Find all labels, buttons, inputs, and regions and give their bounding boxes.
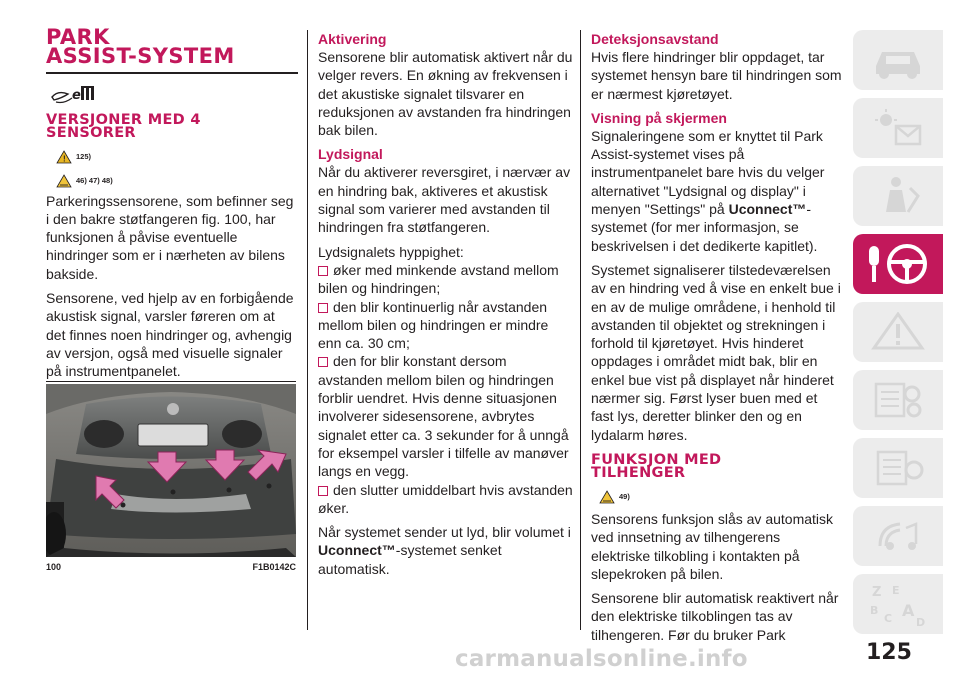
detection-text: Hvis flere hindringer blir oppdaget, tar systemet hensyn bare til hindringen som er nærmest kjøretøyet. <box>591 49 842 102</box>
checkbox-bullet-icon <box>318 357 328 367</box>
volume-note: Når systemet sender ut lyd, blir volumet i Uconnect™-systemet senket automatisk. <box>318 524 571 577</box>
warning-reference: 46) 47) 48) <box>56 174 298 188</box>
caution-triangle-icon <box>56 174 72 188</box>
screen-signals-heading: Visning på skjermen <box>591 109 727 126</box>
svg-text:C: C <box>884 612 893 625</box>
seat-safety-icon <box>870 176 926 216</box>
car-dashboard-icon <box>870 40 926 80</box>
svg-text:!: ! <box>63 154 66 163</box>
detection-heading: Deteksjonsavstand <box>591 31 719 47</box>
warning-reference: 49) <box>599 490 843 504</box>
figure-rule <box>46 381 296 382</box>
watermark: carmanualsonline.info <box>455 646 748 672</box>
list-item: den blir kontinuerlig når avstanden mellom bilen og hindringen er mindre enn ca. 30 cm; <box>318 298 549 352</box>
tab-technical-data[interactable] <box>853 438 943 498</box>
warning-reference: ! 125) <box>56 150 298 164</box>
technical-data-icon <box>870 448 926 488</box>
rear-bumper-figure <box>46 384 296 557</box>
versions-heading: VERSJONER MED 4 SENSORER <box>46 111 201 141</box>
screen-signals-text: Signaleringene som er knyttet til Park Assist-systemet vises på instrumentpanelet bare hvis du velger alternativet "Lydsignal og display" i menyen "Settings" på Uconnect™-systemet (for mer informasjon, se beskrivelsen i det dedikerte kapitlet). <box>591 127 825 254</box>
column-middle <box>318 30 574 584</box>
steering-key-icon <box>863 242 933 286</box>
trailer-heading: FUNKSJON MED TILHENGER <box>591 451 722 481</box>
svg-text:e: e <box>72 87 81 103</box>
svg-text:D: D <box>916 616 926 626</box>
figure-number: 100 <box>46 562 62 572</box>
maintenance-icon <box>870 380 926 420</box>
tab-maintenance[interactable] <box>853 370 943 430</box>
screen-signals-text: Systemet signaliserer tilstedeværelsen av en hindring ved å vise en enkelt bue i en av de mulige områdene, i henhold til avstanden til objektet og strekningen i forhold til kjøretøyet. Hvis hinderet oppdages i området midt bak, blir en enkel bue vist på displayet når hinderet nærmer sig. Først lyser buen med et fast lys, deretter blinker den og en lydalarm høres. <box>591 261 841 443</box>
multimedia-icon <box>870 516 926 556</box>
column-right <box>591 30 843 650</box>
tab-index[interactable] <box>853 574 943 634</box>
title-underline <box>46 72 298 74</box>
sound-signal-text: Når du aktiverer reversgiret, i nærvær av en hindring bak, aktiveres et akustisk signal som varierer med avstanden til hindringen fra støtfangeren. <box>318 164 571 236</box>
frequency-label: Lydsignalets hyppighet: <box>318 243 464 260</box>
intro-paragraph: Parkeringssensorene, som befinner seg i den bakre støtfangeren fig. 100, har funksjonen å påvise eventuelle hindringer som er i nærheten av bilens bakside. <box>46 192 294 282</box>
trailer-text: Sensorene blir automatisk reaktivert når den elektriske tilkoblingen tas av tilhengeren. Før du bruker Park <box>591 590 839 643</box>
intro-paragraph: Sensorene, ved hjelp av en forbigående akustisk signal, varsler føreren om at det finnes noen hindringer og, avhengig av versjon, også med visuelle signaler på instrumentpanelet. <box>46 289 294 380</box>
trailer-text: Sensorens funksjon slås av automatisk ved innsetning av tilhengerens elektriske tilkobling i kontakten på slepekroken på bilen. <box>591 510 834 582</box>
caution-triangle-icon <box>599 490 615 504</box>
page-number: 125 <box>866 640 912 665</box>
tab-emergency[interactable] <box>853 302 943 362</box>
svg-text:B: B <box>870 604 879 617</box>
tab-dashboard[interactable] <box>853 30 943 90</box>
activation-heading: Aktivering <box>318 31 387 47</box>
road-warning-icon <box>870 312 926 352</box>
checkbox-bullet-icon <box>318 486 328 496</box>
tab-warning-lights[interactable] <box>853 98 943 158</box>
chapter-tabs <box>853 30 943 642</box>
list-item: den slutter umiddelbart hvis avstanden øker. <box>318 481 573 516</box>
section-title: PARK ASSIST-SYSTEM <box>46 25 235 68</box>
eco-logo-icon <box>50 82 298 106</box>
sound-signal-heading: Lydsignal <box>318 146 383 163</box>
checkbox-bullet-icon <box>318 266 328 276</box>
warning-lights-icon <box>870 108 926 148</box>
column-divider <box>580 30 581 630</box>
tab-safety[interactable] <box>853 166 943 226</box>
svg-text:E: E <box>892 584 900 597</box>
tab-multimedia[interactable] <box>853 506 943 566</box>
activation-text: Sensorene blir automatisk aktivert når du velger revers. En økning av frekvensen i det akustiske signalet tilsvarer en reduksjonen av avstanden fra hindringen bak bilen. <box>318 49 573 139</box>
list-item: den for blir konstant dersom avstanden mellom bilen og hindringen forblir uendret. Hvis denne situasjonen involverer sidesensorene, avbrytes signalet etter ca. 3 sekunder for å unngå for eksempel varsler i tilfelle av manøver langs en vegg. <box>318 353 569 480</box>
warning-triangle-icon <box>56 150 72 164</box>
svg-text:Z: Z <box>872 585 882 600</box>
column-left <box>46 25 298 386</box>
checkbox-bullet-icon <box>318 303 328 313</box>
figure-code: F1B0142C <box>252 562 296 572</box>
list-item: øker med minkende avstand mellom bilen og hindringen; <box>318 261 559 297</box>
figure-caption <box>46 562 296 572</box>
svg-text:A: A <box>902 601 915 620</box>
tab-starting-driving[interactable] <box>853 234 943 294</box>
index-icon <box>868 582 928 626</box>
column-divider <box>307 30 308 630</box>
